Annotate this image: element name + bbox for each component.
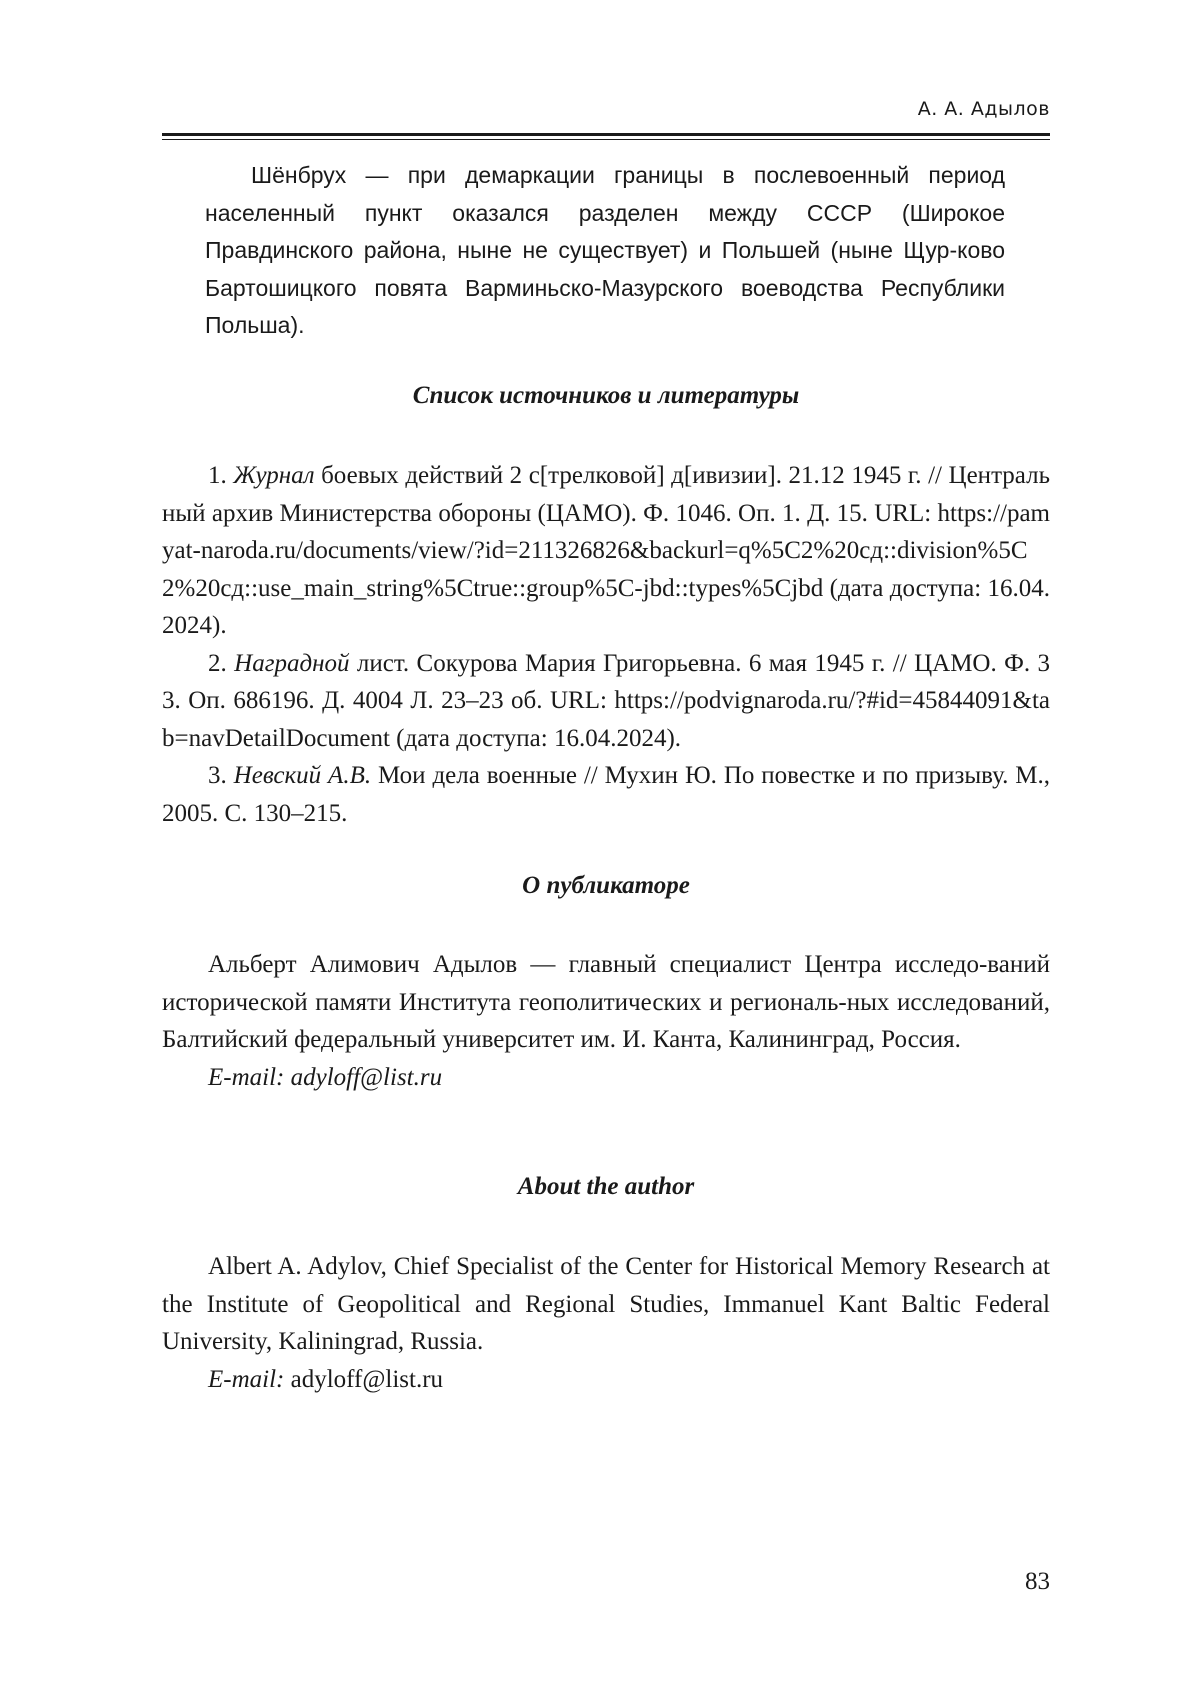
source-lead: Журнал <box>233 462 315 489</box>
source-item-1 <box>162 457 1050 645</box>
running-head-author: А. А. Адылов <box>917 98 1050 120</box>
about-en-email <box>162 1361 1050 1399</box>
source-text: Мои дела военные // Мухин Ю. По повестке и по призыву. М., 2005. С. 130–215. <box>162 762 1050 827</box>
footnote-text: Шёнбрух — при демаркации границы в послевоенный период населенный пункт оказался разделен между СССР (Широкое Правдинского района, ныне не существует) и Польшей (ныне Щур-ково Бартошицкого повята Варминьско-Мазурского воеводства Республики Польша). <box>205 162 1005 338</box>
about-en-block <box>162 1248 1050 1398</box>
about-en-text: Albert A. Adylov, Chief Specialist of the Center for Historical Memory Research at the Institute of Geopolitical and Regional Studies, Immanuel Kant Baltic Federal University, Kaliningrad, Russia. <box>162 1253 1050 1355</box>
about-en-heading: About the author <box>517 1173 695 1200</box>
page-number: 83 <box>1025 1568 1050 1595</box>
sources-heading: Список источников и литературы <box>412 382 800 409</box>
email-value: adyloff@list.ru <box>284 1365 444 1393</box>
source-text: боевых действий 2 с[трелковой] д[ивизии]. 21.12 1945 г. // Центральный архив Министерства обороны (ЦАМО). Ф. 1046. Оп. 1. Д. 15. URL: https://pamyat-naroda.ru/documents/view/?id=211326826&backurl=q%5C2%20сд::division%5C2%20сд::use_main_string%5Ctrue::group%5C-jbd::types%5Cjbd (дата доступа: 16.04.2024). <box>162 462 1050 639</box>
source-number: 3. <box>208 762 227 789</box>
about-ru-text: Альберт Алимович Адылов — главный специалист Центра исследо-ваний исторической памяти Института геополитических и региональ-ных исследований, Балтийский федеральный университет им. И. Канта, Калининград, Россия. <box>162 951 1050 1053</box>
source-text: лист. Сокурова Мария Григорьевна. 6 мая 1945 г. // ЦАМО. Ф. 33. Оп. 686196. Д. 4004 Л. 23–23 об. URL: https://podvignaroda.ru/?#id=45844091&tab=navDetailDocument (дата доступа: 16.04.2024). <box>162 649 1050 752</box>
header-rule-thick <box>162 133 1050 136</box>
source-lead: Невский А.В. <box>233 762 372 789</box>
about-ru-email: E-mail: adyloff@list.ru <box>208 1063 443 1091</box>
email-label: E-mail: <box>208 1365 285 1393</box>
header-rule-thin <box>162 139 1050 140</box>
footnote-block <box>205 157 1005 345</box>
source-item-3 <box>162 757 1050 832</box>
about-ru-block <box>162 946 1050 1096</box>
about-ru-heading: О публикаторе <box>522 872 690 899</box>
source-lead: Наградной <box>234 649 350 677</box>
source-item-2 <box>162 645 1050 758</box>
source-number: 2. <box>208 649 227 677</box>
source-number: 1. <box>208 462 227 489</box>
sources-list <box>162 457 1050 832</box>
